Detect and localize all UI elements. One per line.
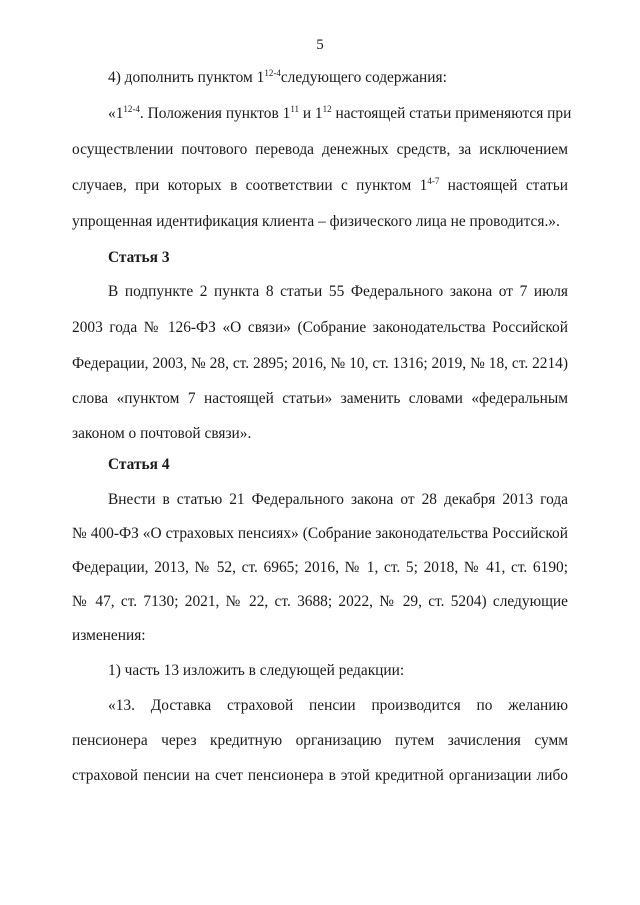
- article3-line: 2003 года № 126-ФЗ «О связи» (Собрание законодательства Российской: [72, 319, 568, 336]
- article3-line: В подпункте 2 пункта 8 статьи 55 Федерального закона от 7 июля: [108, 283, 568, 300]
- article4-line: № 47, ст. 7130; 2021, № 22, ст. 3688; 2022, № 29, ст. 5204) следующие: [72, 593, 568, 610]
- item4-heading: [108, 68, 568, 88]
- article4-line: Внести в статью 21 Федерального закона от 28 декабря 2013 года: [108, 491, 568, 508]
- article4-line: Федерации, 2013, № 52, ст. 6965; 2016, № 1, ст. 5; 2018, № 41, ст. 6190;: [72, 559, 568, 576]
- item4-quote-line-1: «1$^{12-4}$. Положения пунктов $1^{11}$ и $1^{12}$ настоящей статьи применяются при: [108, 104, 572, 122]
- article3-line: законом о почтовой связи».: [72, 425, 252, 442]
- item4-heading-sup: 12-4: [264, 68, 281, 78]
- item4-heading-text-b: следующего содержания:: [280, 69, 447, 86]
- item4-heading-text-a: 4) дополнить пунктом 1: [108, 69, 265, 86]
- item4-quote-line-4: упрощенная идентификация клиента – физического лица не проводится.».: [72, 213, 560, 230]
- article4-heading: Статья 4: [108, 456, 170, 473]
- article4-line: изменения:: [72, 627, 146, 644]
- page-number: 5: [316, 37, 324, 53]
- article3-line: Федерации, 2003, № 28, ст. 2895; 2016, № 10, ст. 1316; 2019, № 18, ст. 2214): [72, 355, 568, 372]
- article4-quote-line: «13. Доставка страховой пенсии производится по желанию: [108, 697, 568, 714]
- article4-line: № 400-ФЗ «О страховых пенсиях» (Собрание законодательства Российской: [72, 525, 568, 542]
- article4-item1: 1) часть 13 изложить в следующей редакции:: [108, 662, 405, 679]
- item4-quote-line-3: случаев, при которых в соответствии с пунктом 1$^{4-7}$ настоящей статьи: [72, 176, 568, 194]
- item4-quote-line-2: осуществлении почтового перевода денежных средств, за исключением: [72, 141, 568, 158]
- article4-quote-line: страховой пенсии на счет пенсионера в этой кредитной организации либо: [72, 767, 568, 784]
- article3-line: слова «пунктом 7 настоящей статьи» заменить словами «федеральным: [72, 390, 568, 407]
- article4-quote-line: пенсионера через кредитную организацию путем зачисления сумм: [72, 732, 568, 749]
- article3-heading: Статья 3: [108, 249, 170, 266]
